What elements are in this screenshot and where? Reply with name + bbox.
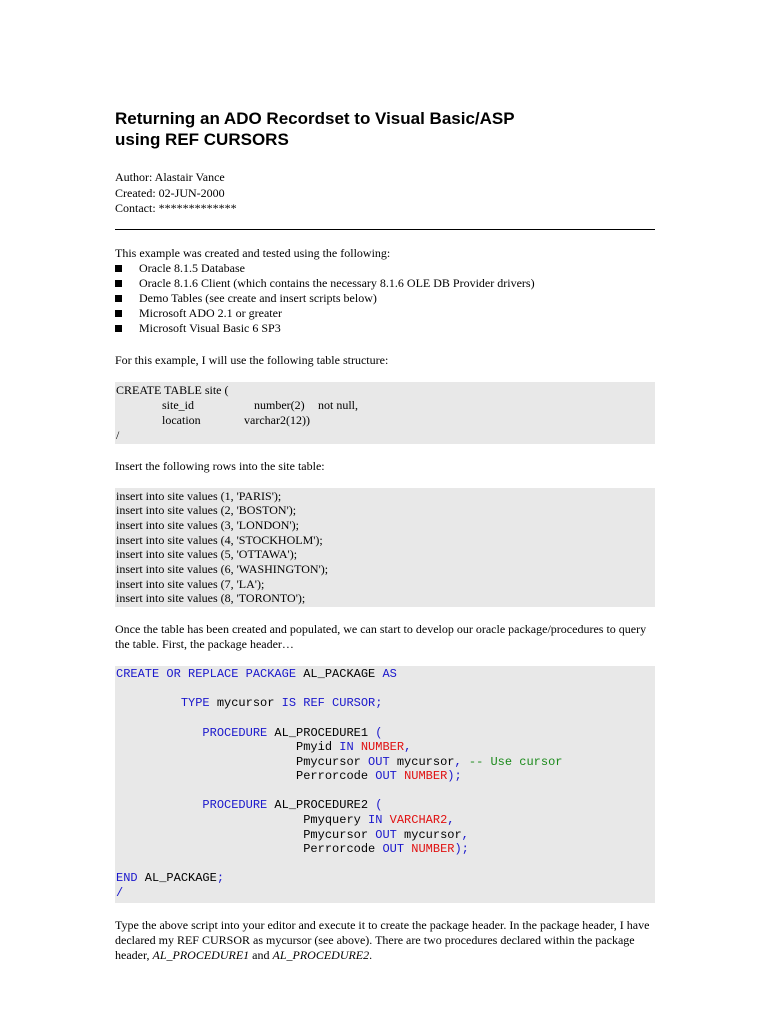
code-line <box>116 682 655 697</box>
code-line: Pmyid IN NUMBER, <box>296 740 412 755</box>
code-line <box>116 711 655 726</box>
code-line: END AL_PACKAGE; <box>116 871 225 886</box>
list-item: Demo Tables (see create and insert scripts below) <box>115 291 655 306</box>
document-page <box>115 108 655 963</box>
document-meta <box>115 170 655 217</box>
table-intro-paragraph: For this example, I will use the following table structure: <box>115 352 389 367</box>
square-bullet-icon <box>115 325 122 332</box>
package-header-code-block <box>115 666 655 903</box>
insert-intro-paragraph: Insert the following rows into the site table: <box>115 458 325 473</box>
code-line: insert into site values (3, 'LONDON'); <box>116 517 299 532</box>
closing-paragraph: Type the above script into your editor and execute it to create the package header. In the package header, I have declared my REF CURSOR as mycursor (see above). There are two procedures declared within the package header, AL_PROCEDURE1 and AL_PROCEDURE2. <box>115 917 650 962</box>
square-bullet-icon <box>115 295 122 302</box>
requirements-list <box>115 261 655 336</box>
code-line: insert into site values (2, 'BOSTON'); <box>116 503 297 518</box>
package-intro-paragraph: Once the table has been created and populated, we can start to develop our oracle package/procedures to query the table. First, the package header… <box>115 622 647 652</box>
code-line: PROCEDURE AL_PROCEDURE1 ( <box>202 725 383 740</box>
code-line: Pmycursor OUT mycursor, -- Use cursor <box>296 754 563 769</box>
create-table-code-block <box>115 382 655 444</box>
code-line: / <box>116 886 124 901</box>
code-line: PROCEDURE AL_PROCEDURE2 ( <box>202 798 383 813</box>
square-bullet-icon <box>115 265 122 272</box>
list-item: Microsoft Visual Basic 6 SP3 <box>115 321 655 336</box>
contact-line: Contact: ************* <box>115 201 237 215</box>
author-line: Author: Alastair Vance <box>115 170 225 184</box>
code-line: insert into site values (8, 'TORONTO'); <box>116 591 306 606</box>
list-item: Oracle 8.1.5 Database <box>115 261 655 276</box>
code-line: insert into site values (6, 'WASHINGTON'); <box>116 562 329 577</box>
list-item: Microsoft ADO 2.1 or greater <box>115 306 655 321</box>
intro-paragraph: This example was created and tested using the following: <box>115 245 391 260</box>
code-line <box>116 857 655 872</box>
code-line: CREATE OR REPLACE PACKAGE AL_PACKAGE AS <box>116 667 397 682</box>
square-bullet-icon <box>115 280 122 287</box>
code-line: insert into site values (5, 'OTTAWA'); <box>116 547 298 562</box>
square-bullet-icon <box>115 310 122 317</box>
code-line <box>116 784 655 799</box>
list-item: Oracle 8.1.6 Client (which contains the necessary 8.1.6 OLE DB Provider drivers) <box>115 276 655 291</box>
code-line: Perrorcode OUT NUMBER); <box>303 842 469 857</box>
code-line: Pmycursor OUT mycursor, <box>303 827 469 842</box>
code-line: TYPE mycursor IS REF CURSOR; <box>180 696 383 711</box>
code-line: location varchar2(12)) <box>162 412 310 427</box>
code-line: insert into site values (7, 'LA'); <box>116 576 265 591</box>
created-line: Created: 02-JUN-2000 <box>115 185 225 200</box>
horizontal-rule <box>115 229 655 230</box>
code-line: insert into site values (1, 'PARIS'); <box>116 488 282 503</box>
code-line: Perrorcode OUT NUMBER); <box>296 769 462 784</box>
code-line: / <box>116 427 120 442</box>
code-line: Pmyquery IN VARCHAR2, <box>303 813 455 828</box>
title-line-2: using REF CURSORS <box>115 130 289 149</box>
procedure-name: AL_PROCEDURE1 <box>152 947 250 962</box>
code-line: CREATE TABLE site ( <box>116 382 229 397</box>
document-title <box>115 108 655 150</box>
code-line: site_id number(2) not null, <box>162 397 359 412</box>
code-line: insert into site values (4, 'STOCKHOLM'); <box>116 532 323 547</box>
procedure-name: AL_PROCEDURE2 <box>272 947 370 962</box>
title-line-1: Returning an ADO Recordset to Visual Basic/ASP <box>115 109 515 128</box>
insert-rows-code-block <box>115 488 655 608</box>
